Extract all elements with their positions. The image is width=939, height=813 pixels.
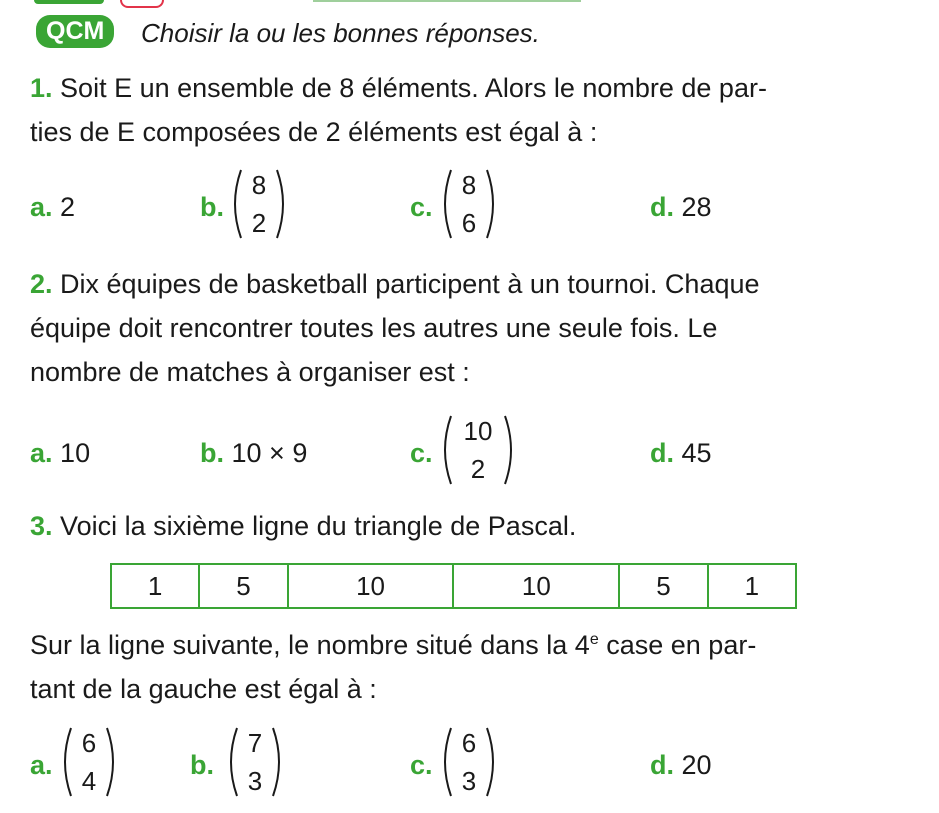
q2-option-c-binomial xyxy=(442,414,514,486)
option-value: 45 xyxy=(681,438,712,468)
q1-option-c[interactable] xyxy=(410,190,433,224)
option-letter: b. xyxy=(200,192,224,222)
binomial-top: 6 xyxy=(461,728,477,758)
binomial-top: 8 xyxy=(461,170,477,200)
question-2-line-3: nombre de matches à organiser est : xyxy=(30,357,470,387)
pascal-cell: 10 xyxy=(288,564,454,608)
option-letter: a. xyxy=(30,192,53,222)
q3-option-a[interactable] xyxy=(30,748,53,782)
option-letter: b. xyxy=(200,438,224,468)
q3-option-d[interactable] xyxy=(650,748,712,782)
q2-option-b[interactable] xyxy=(200,436,307,470)
question-3-line-1: Voici la sixième ligne du triangle de Pascal. xyxy=(60,511,577,541)
top-decoration-swirl xyxy=(120,0,164,8)
q2-option-d[interactable] xyxy=(650,436,712,470)
question-1-line-1: Soit E un ensemble de 8 éléments. Alors le nombre de par- xyxy=(60,73,767,103)
option-value: 10 xyxy=(60,438,91,468)
option-letter: d. xyxy=(650,192,674,222)
option-letter: c. xyxy=(410,438,433,468)
question-3-line-3: tant de la gauche est égal à : xyxy=(30,674,377,704)
q2-option-c[interactable] xyxy=(410,436,433,470)
option-letter: c. xyxy=(410,750,433,780)
option-value: 20 xyxy=(681,750,712,780)
question-3-followup xyxy=(30,622,920,707)
binomial-bottom: 4 xyxy=(81,766,97,796)
pascal-cell: 5 xyxy=(619,564,707,608)
pascal-cell: 5 xyxy=(199,564,287,608)
q3-option-a-binomial xyxy=(62,726,116,798)
binomial-top: 10 xyxy=(463,416,493,446)
binomial-top: 8 xyxy=(251,170,267,200)
qcm-badge: QCM xyxy=(36,15,114,48)
option-letter: d. xyxy=(650,750,674,780)
binomial-bottom: 6 xyxy=(461,208,477,238)
question-1 xyxy=(30,70,910,150)
q1-option-b-binomial xyxy=(232,168,286,240)
q1-option-c-binomial xyxy=(442,168,496,240)
question-1-line-2: ties de E composées de 2 éléments est égal à : xyxy=(30,117,598,147)
question-3 xyxy=(30,508,910,544)
option-letter: b. xyxy=(190,750,214,780)
option-letter: c. xyxy=(410,192,433,222)
question-3-followup-a: Sur la ligne suivante, le nombre situé dans la 4 xyxy=(30,630,590,660)
option-letter: d. xyxy=(650,438,674,468)
binomial-bottom: 3 xyxy=(247,766,263,796)
header xyxy=(36,16,114,46)
binomial-top: 6 xyxy=(81,728,97,758)
option-value: 2 xyxy=(60,192,76,222)
top-decoration-line xyxy=(313,0,581,2)
question-3-number: 3. xyxy=(30,511,53,541)
binomial-bottom: 2 xyxy=(470,454,486,484)
question-3-followup-b: case en par- xyxy=(598,630,757,660)
table-row xyxy=(111,564,796,608)
q3-option-c[interactable] xyxy=(410,748,433,782)
question-1-number: 1. xyxy=(30,73,53,103)
question-2-number: 2. xyxy=(30,269,53,299)
ordinal-superscript: e xyxy=(589,631,599,648)
binomial-top: 7 xyxy=(247,728,263,758)
instruction-text: Choisir la ou les bonnes réponses. xyxy=(141,18,540,48)
option-letter: a. xyxy=(30,750,53,780)
q3-option-b-binomial xyxy=(228,726,282,798)
pascal-cell: 1 xyxy=(708,564,796,608)
binomial-bottom: 2 xyxy=(251,208,267,238)
q3-option-b[interactable] xyxy=(190,748,214,782)
top-decoration-left xyxy=(34,0,104,4)
q1-option-d[interactable] xyxy=(650,190,712,224)
pascal-row-table xyxy=(110,563,797,609)
option-value: 10 × 9 xyxy=(231,438,308,468)
binomial-bottom: 3 xyxy=(461,766,477,796)
q1-option-a[interactable] xyxy=(30,190,75,224)
pascal-cell: 10 xyxy=(453,564,619,608)
q3-option-c-binomial xyxy=(442,726,496,798)
pascal-cell: 1 xyxy=(111,564,199,608)
q2-option-a[interactable] xyxy=(30,436,90,470)
option-letter: a. xyxy=(30,438,53,468)
question-2-line-2: équipe doit rencontrer toutes les autres une seule fois. Le xyxy=(30,313,718,343)
question-2-line-1: Dix équipes de basketball participent à un tournoi. Chaque xyxy=(60,269,760,299)
option-value: 28 xyxy=(681,192,712,222)
q1-option-b[interactable] xyxy=(200,190,224,224)
question-2 xyxy=(30,266,910,390)
